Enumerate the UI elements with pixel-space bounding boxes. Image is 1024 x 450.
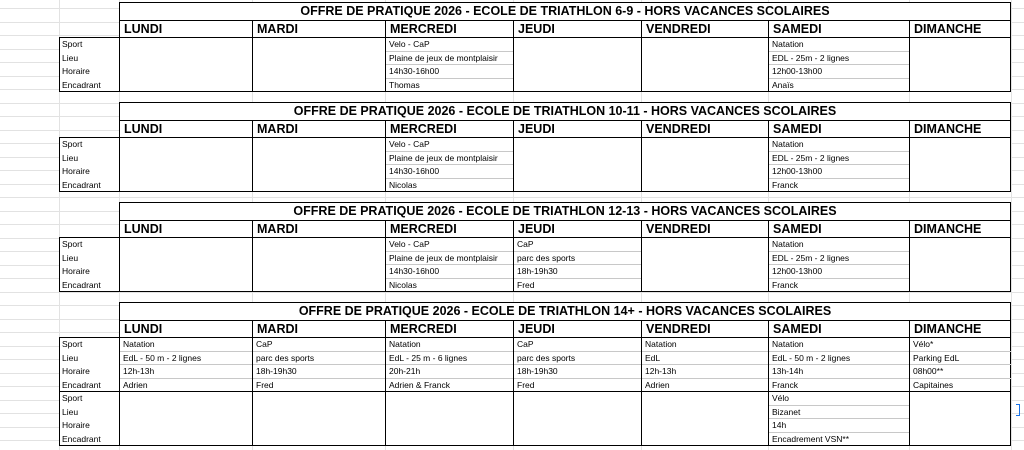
schedule-cell[interactable]: Plaine de jeux de montplaisir (386, 252, 513, 266)
column-divider (768, 220, 769, 238)
schedule-cell[interactable]: Franck (772, 279, 798, 290)
schedule-cell[interactable]: Adrien & Franck (389, 379, 450, 390)
schedule-cell[interactable]: EdL - 50 m - 2 lignes (120, 352, 252, 366)
row-label: Lieu (62, 406, 79, 417)
column-divider (513, 220, 514, 238)
column-divider (641, 138, 642, 192)
day-header: MARDI (257, 122, 298, 136)
schedule-header (119, 302, 1011, 338)
row-label: Horaire (62, 420, 90, 430)
schedule-cell[interactable]: Anaïs (772, 79, 794, 90)
row-label: Encadrant (62, 279, 101, 290)
schedule-cell[interactable]: 14h30-16h00 (386, 65, 513, 79)
schedule-cell[interactable]: Fred (256, 379, 274, 390)
column-divider (641, 238, 642, 292)
schedule-cell[interactable]: Nicolas (389, 279, 417, 290)
column-divider (385, 220, 386, 238)
schedule-cell[interactable]: Natation (642, 338, 768, 352)
day-header: LUNDI (124, 22, 163, 36)
day-header: VENDREDI (646, 22, 711, 36)
column-divider (513, 320, 514, 338)
day-header: SAMEDI (773, 122, 822, 136)
column-divider (385, 392, 386, 446)
schedule-cell[interactable]: EDL - 25m - 2 lignes (769, 152, 909, 166)
grid-row-line (0, 197, 1024, 198)
schedule-cell[interactable]: Plaine de jeux de montplaisir (386, 152, 513, 166)
schedule-cell[interactable]: 14h30-16h00 (386, 165, 513, 179)
schedule-cell[interactable]: 20h-21h (386, 365, 513, 379)
schedule-cell[interactable]: Natation (769, 138, 909, 152)
day-header: MARDI (257, 222, 298, 236)
column-divider (252, 392, 253, 446)
schedule-header (119, 2, 1011, 38)
day-header: DIMANCHE (914, 222, 982, 236)
schedule-cell[interactable]: Natation (769, 38, 909, 52)
column-divider (385, 120, 386, 138)
schedule-body (119, 37, 1011, 92)
day-header: MARDI (257, 22, 298, 36)
day-header: MERCREDI (390, 22, 457, 36)
column-divider (252, 320, 253, 338)
schedule-title: OFFRE DE PRATIQUE 2026 - ECOLE DE TRIATHLON 6-9 - HORS VACANCES SCOLAIRES (120, 3, 1010, 21)
day-header: SAMEDI (773, 22, 822, 36)
schedule-cell[interactable]: Adrien (123, 379, 148, 390)
schedule-body (119, 391, 1011, 446)
schedule-cell[interactable]: Encadrement VSN** (772, 433, 850, 444)
column-divider (252, 120, 253, 138)
schedule-cell[interactable]: EDL - 25m - 2 lignes (769, 252, 909, 266)
day-header: SAMEDI (773, 222, 822, 236)
schedule-cell[interactable]: CaP (514, 338, 641, 352)
schedule-cell[interactable]: 12h00-13h00 (769, 165, 909, 179)
schedule-cell[interactable]: Bizanet (769, 406, 909, 420)
schedule-cell[interactable]: 18h-19h30 (514, 265, 641, 279)
row-label: Lieu (62, 52, 79, 63)
schedule-cell[interactable]: Fred (517, 279, 535, 290)
column-divider (641, 20, 642, 38)
schedule-cell[interactable]: 12h00-13h00 (769, 65, 909, 79)
schedule-cell[interactable]: Thomas (389, 79, 420, 90)
schedule-cell[interactable]: Velo - CaP (386, 38, 513, 52)
column-divider (513, 38, 514, 92)
day-header: MERCREDI (390, 222, 457, 236)
row-label: Encadrant (62, 79, 101, 90)
row-label: Sport (62, 339, 83, 349)
schedule-cell[interactable]: 12h-13h (642, 365, 768, 379)
day-header: JEUDI (518, 22, 555, 36)
schedule-cell[interactable]: Franck (772, 179, 798, 190)
row-label-group (59, 37, 120, 92)
column-divider (909, 220, 910, 238)
column-divider (513, 138, 514, 192)
schedule-cell[interactable]: Velo - CaP (386, 238, 513, 252)
column-divider (513, 20, 514, 38)
column-divider (252, 20, 253, 38)
schedule-cell[interactable]: Vélo (769, 392, 909, 406)
schedule-cell[interactable]: CaP (253, 338, 385, 352)
row-label: Sport (62, 393, 83, 403)
schedule-cell[interactable]: 18h-19h30 (253, 365, 385, 379)
fill-handle-icon[interactable] (1016, 404, 1020, 416)
day-header: MERCREDI (390, 322, 457, 336)
column-divider (768, 320, 769, 338)
day-header: DIMANCHE (914, 122, 982, 136)
schedule-cell[interactable]: 08h00** (910, 365, 1011, 379)
column-divider (252, 238, 253, 292)
schedule-cell[interactable]: Velo - CaP (386, 138, 513, 152)
schedule-cell[interactable]: Franck (772, 379, 798, 390)
day-header: LUNDI (124, 322, 163, 336)
day-header: VENDREDI (646, 322, 711, 336)
schedule-cell[interactable]: Plaine de jeux de montplaisir (386, 52, 513, 66)
schedule-body (119, 237, 1011, 292)
schedule-cell[interactable]: Vélo* (910, 338, 1011, 352)
schedule-cell[interactable]: 13h-14h (769, 365, 909, 379)
row-label-group (59, 391, 120, 446)
row-label: Sport (62, 39, 83, 49)
day-header: DIMANCHE (914, 22, 982, 36)
row-label: Horaire (62, 266, 90, 276)
row-label: Horaire (62, 366, 90, 376)
row-label: Sport (62, 239, 83, 249)
column-divider (252, 220, 253, 238)
row-label: Horaire (62, 66, 90, 76)
schedule-header (119, 102, 1011, 138)
schedule-cell[interactable]: 12h-13h (120, 365, 252, 379)
column-divider (641, 392, 642, 446)
column-divider (909, 120, 910, 138)
schedule-cell[interactable]: CaP (514, 238, 641, 252)
row-label-group (59, 337, 120, 392)
row-label: Lieu (62, 152, 79, 163)
day-header: JEUDI (518, 222, 555, 236)
row-label-group (59, 137, 120, 192)
column-divider (909, 392, 910, 446)
column-divider (909, 20, 910, 38)
schedule-body (119, 137, 1011, 192)
schedule-cell[interactable]: parc des sports (253, 352, 385, 366)
row-label: Encadrant (62, 379, 101, 390)
column-divider (909, 138, 910, 192)
schedule-cell[interactable]: Natation (769, 338, 909, 352)
row-label: Sport (62, 139, 83, 149)
column-divider (641, 220, 642, 238)
day-header: MERCREDI (390, 122, 457, 136)
day-header: DIMANCHE (914, 322, 982, 336)
column-divider (641, 120, 642, 138)
schedule-cell[interactable]: EDL - 25m - 2 lignes (769, 52, 909, 66)
row-label: Encadrant (62, 179, 101, 190)
schedule-cell[interactable]: EdL (642, 352, 768, 366)
schedule-cell[interactable]: 14h30-16h00 (386, 265, 513, 279)
schedule-cell[interactable]: parc des sports (514, 252, 641, 266)
column-divider (768, 120, 769, 138)
schedule-cell[interactable]: Natation (386, 338, 513, 352)
day-header: SAMEDI (773, 322, 822, 336)
column-divider (385, 320, 386, 338)
schedule-title: OFFRE DE PRATIQUE 2026 - ECOLE DE TRIATHLON 14+ - HORS VACANCES SCOLAIRES (120, 303, 1010, 321)
schedule-cell[interactable]: Parking EdL (910, 352, 1011, 366)
schedule-cell[interactable]: 12h00-13h00 (769, 265, 909, 279)
schedule-cell[interactable]: 18h-19h30 (514, 365, 641, 379)
day-header: LUNDI (124, 222, 163, 236)
schedule-cell[interactable]: Capitaines (913, 379, 954, 390)
column-divider (909, 38, 910, 92)
day-header: LUNDI (124, 122, 163, 136)
schedule-header (119, 202, 1011, 238)
schedule-cell[interactable]: Natation (120, 338, 252, 352)
schedule-cell[interactable]: Fred (517, 379, 535, 390)
schedule-cell[interactable]: Nicolas (389, 179, 417, 190)
schedule-cell[interactable]: Natation (769, 238, 909, 252)
row-label: Lieu (62, 352, 79, 363)
row-label-group (59, 237, 120, 292)
schedule-cell[interactable]: parc des sports (514, 352, 641, 366)
column-divider (909, 238, 910, 292)
day-header: VENDREDI (646, 122, 711, 136)
schedule-title: OFFRE DE PRATIQUE 2026 - ECOLE DE TRIATHLON 12-13 - HORS VACANCES SCOLAIRES (120, 203, 1010, 221)
column-divider (513, 120, 514, 138)
schedule-cell[interactable]: EdL - 25 m - 6 lignes (386, 352, 513, 366)
day-header: JEUDI (518, 122, 555, 136)
row-label: Encadrant (62, 433, 101, 444)
day-header: MARDI (257, 322, 298, 336)
schedule-body (119, 337, 1011, 392)
column-divider (513, 392, 514, 446)
column-divider (641, 38, 642, 92)
column-divider (768, 20, 769, 38)
column-divider (909, 320, 910, 338)
row-label: Lieu (62, 252, 79, 263)
day-header: JEUDI (518, 322, 555, 336)
row-label: Horaire (62, 166, 90, 176)
schedule-cell[interactable]: Adrien (645, 379, 670, 390)
schedule-cell[interactable]: EdL - 50 m - 2 lignes (769, 352, 909, 366)
schedule-cell[interactable]: 14h (769, 419, 909, 433)
day-header: VENDREDI (646, 222, 711, 236)
column-divider (385, 20, 386, 38)
column-divider (252, 138, 253, 192)
column-divider (252, 38, 253, 92)
column-divider (641, 320, 642, 338)
schedule-title: OFFRE DE PRATIQUE 2026 - ECOLE DE TRIATHLON 10-11 - HORS VACANCES SCOLAIRES (120, 103, 1010, 121)
